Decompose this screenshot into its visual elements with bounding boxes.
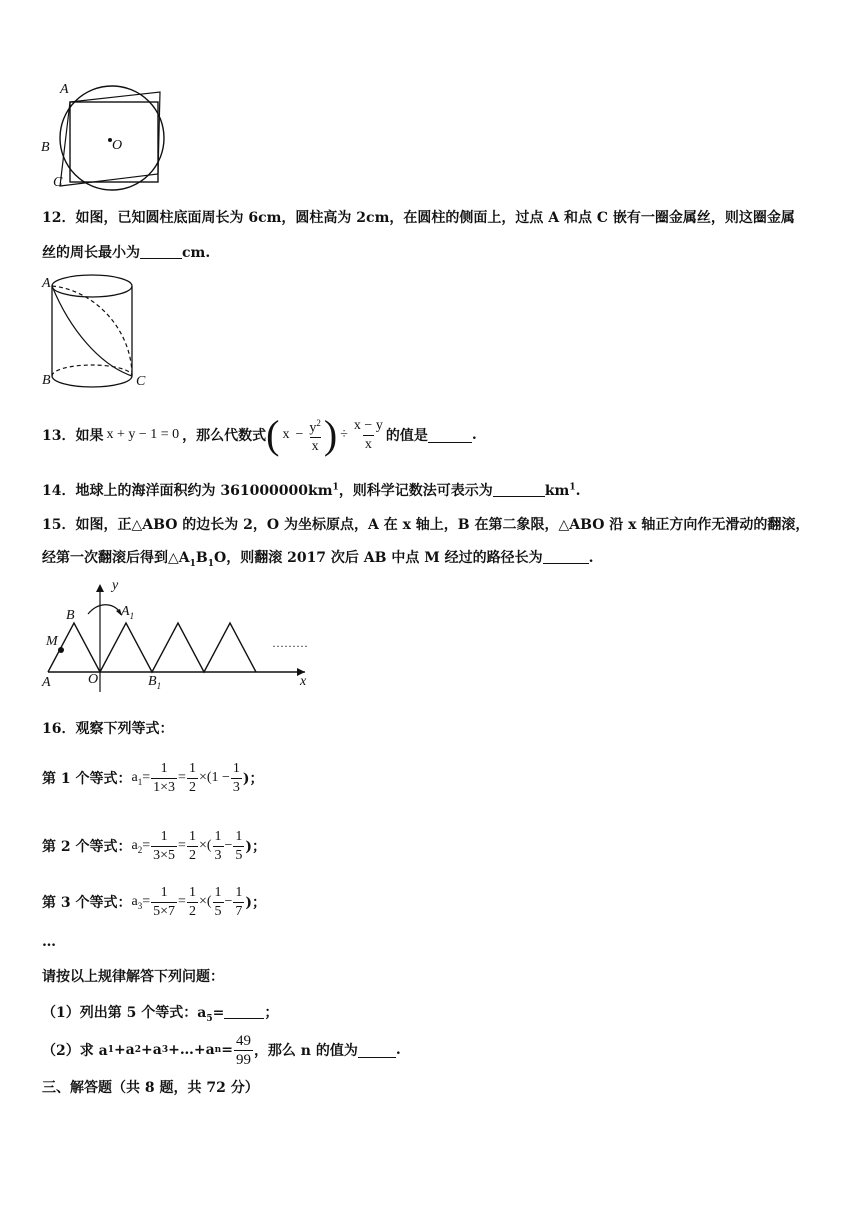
fig11-label-b: B	[41, 140, 50, 155]
q16-part2-frac-num: 49	[235, 1032, 251, 1049]
fig15-label-a1-sub: 1	[129, 610, 135, 621]
q16-part2-frac	[234, 1032, 253, 1069]
q16-part2-sub2: 2	[134, 1045, 142, 1055]
q16-eq1-frac1	[151, 760, 177, 797]
q16-prompt: 请按以上规律解答下列问题：	[42, 969, 224, 985]
q16-part2	[42, 1028, 401, 1072]
q16-eq3-eq: =	[178, 894, 186, 909]
q15-sub1: 1	[189, 558, 196, 569]
q12-line2	[42, 242, 210, 262]
q16-eq3-frac2-den: 2	[188, 903, 196, 919]
q16-eq2-mid: ×(	[198, 838, 212, 853]
q16-eq1-frac3	[231, 760, 242, 797]
q16-part1-blank[interactable]	[224, 1004, 264, 1019]
q16-eq3-mid: ×(	[198, 894, 212, 909]
q16-part2-text: （2）求 a	[42, 1043, 108, 1059]
fig15-label-x: x	[300, 674, 307, 689]
q13-frac2-num: x − y	[353, 417, 383, 433]
q12-line2-text: 丝的周长最小为	[42, 245, 140, 261]
section-3-heading: 三、解答题（共 8 题，共 72 分）	[42, 1080, 259, 1096]
q13-prefix: 13．如果	[42, 428, 104, 444]
q13-frac1-den: x	[311, 439, 319, 455]
q16-eq3-frac3-den: 5	[214, 903, 222, 919]
fig12-label-c: C	[136, 374, 146, 389]
q16-part1-end: ；	[264, 1005, 279, 1021]
q13-frac1	[307, 414, 323, 457]
q16-part1-text: （1）列出第 5 个等式：a	[42, 1005, 207, 1021]
q16-eq2	[42, 824, 266, 868]
q16-part2-mid: ，那么 n 的值为	[253, 1043, 358, 1059]
q16-eq2-frac3-num: 1	[214, 828, 222, 844]
q15-line2b: B	[195, 550, 208, 566]
q16-eq2-frac2	[187, 828, 198, 865]
q16-eq3-a: $a_3=$	[131, 893, 151, 911]
q16-eq2-frac4-num: 1	[235, 828, 243, 844]
fig15-label-b1-sub: 1	[156, 680, 162, 691]
q16-part2-plus2: +a	[141, 1042, 162, 1058]
q16-eq3-frac4	[233, 884, 244, 921]
q13-x: x	[282, 427, 290, 442]
q16-eq3-frac1	[151, 884, 177, 921]
q13-answer-blank[interactable]	[428, 428, 472, 443]
q16-eq2-frac1	[151, 828, 177, 865]
q13-suffix: 的值是	[385, 428, 428, 444]
q16-eq2-frac3	[213, 828, 224, 865]
q16-eq3-a-sub: 3	[137, 900, 143, 911]
fig15-label-a1-main: A	[121, 604, 130, 619]
q16-eq3-a-letter: a	[131, 893, 138, 909]
q12-unit: cm.	[182, 245, 211, 261]
q16-eq3-frac3-num: 1	[214, 884, 222, 900]
q16-eq2-frac2-den: 2	[188, 847, 196, 863]
q12-line1: 12．如图，已知圆柱底面周长为 6cm，圆柱高为 2cm，在圆柱的侧面上，过点 A 和点 C 嵌有一圈金属丝，则这圈金属	[42, 210, 795, 226]
fig12-label-b: B	[42, 373, 51, 388]
fig12-label-a: A	[42, 276, 51, 291]
q16-eq2-frac1-den: 3×5	[153, 847, 176, 863]
q16-eq1-label: 第 1 个等式：	[42, 771, 132, 787]
q14-line	[42, 480, 580, 500]
q16-eq2-label: 第 2 个等式：	[42, 839, 132, 855]
q16-eq1-frac2-num: 1	[188, 760, 196, 776]
q13-end: .	[471, 427, 477, 443]
q16-eq2-frac1-num: 1	[160, 828, 168, 844]
q16-eq1-frac3-den: 3	[232, 779, 240, 795]
q16-eq1-a: $a_1=$	[131, 769, 151, 787]
q16-part2-blank[interactable]	[358, 1043, 396, 1058]
q15-line2a: 经第一次翻滚后得到△A	[42, 550, 190, 566]
fig15-label-b1-main: B	[148, 674, 157, 689]
q16-eq1	[42, 756, 264, 800]
q16-eq2-frac3-den: 3	[214, 847, 222, 863]
q13-minus: −	[295, 427, 304, 442]
q14-end: .	[575, 483, 581, 499]
q15-line2c: O，则翻滚 2017 次后 AB 中点 M 经过的路径长为	[214, 550, 543, 566]
q16-eq3-frac1-num: 1	[160, 884, 168, 900]
q16-eq2-a-letter: a	[131, 837, 138, 853]
q16-eq2-minus: −	[224, 838, 233, 853]
fig11-label-o: O	[112, 138, 123, 153]
q16-eq2-a-sub: 2	[137, 844, 143, 855]
q16-eq3-frac4-den: 7	[235, 903, 243, 919]
q16-eq2-frac4-den: 5	[235, 847, 243, 863]
q13-frac2	[352, 417, 385, 454]
q16-part2-subn: n	[214, 1045, 222, 1055]
q16-eq3-label: 第 3 个等式：	[42, 895, 132, 911]
q16-eq1-mid: ×(1 −	[198, 770, 230, 785]
q13-y: y	[309, 420, 317, 436]
q14-text: 14．地球上的海洋面积约为 361000000km	[42, 483, 333, 499]
q16-eq1-a-letter: a	[131, 769, 138, 785]
fig15-label-b1	[148, 674, 161, 691]
q13-paren-close: )	[323, 412, 338, 457]
q13-div: ÷	[340, 427, 348, 442]
q16-eq1-frac1-den: 1×3	[153, 779, 176, 795]
q16-part2-sub1: 1	[107, 1045, 114, 1055]
q16-part2-plus1: +a	[113, 1042, 135, 1058]
q16-part2-sub3: 3	[161, 1045, 169, 1055]
q16-eq1-eq: =	[178, 770, 186, 785]
fig11-label-a: A	[60, 82, 69, 97]
q15-answer-blank[interactable]	[543, 549, 589, 564]
q16-eq3-frac2-num: 1	[188, 884, 196, 900]
q16-eq3-minus: −	[224, 894, 233, 909]
q16-eq1-frac3-num: 1	[232, 760, 240, 776]
fig15-label-a: A	[42, 675, 51, 690]
q13-mid: ，那么代数式	[182, 428, 267, 444]
q16-part1-eq: =	[212, 1005, 225, 1021]
fig15-label-a1	[121, 604, 134, 621]
q16-ellipsis: …	[42, 934, 56, 950]
q13-sq: 2	[316, 417, 321, 428]
q16-eq3-frac3	[213, 884, 224, 921]
q16-eq1-frac2	[187, 760, 198, 797]
q16-eq2-end: )；	[245, 839, 267, 855]
q15-line2	[42, 547, 594, 569]
q16-part1-sub: 5	[206, 1013, 213, 1024]
q15-end: .	[588, 550, 594, 566]
q15-sub2: 1	[207, 558, 215, 569]
fig15-dots: ………	[272, 636, 308, 650]
q14-mid: ，则科学记数法可表示为	[338, 483, 493, 499]
q16-part2-eq: =	[221, 1042, 233, 1058]
q16-eq3-frac2	[187, 884, 198, 921]
q16-title: 16．观察下列等式：	[42, 721, 174, 737]
q16-eq1-end: )；	[242, 771, 264, 787]
q16-part2-end: .	[395, 1042, 401, 1058]
q14-sup2: 1	[569, 482, 576, 493]
q16-part2-plus3: +…+a	[168, 1042, 215, 1058]
q16-eq2-frac4	[233, 828, 244, 865]
q16-eq2-a: $a_2=$	[131, 837, 151, 855]
q16-eq1-a-sub: 1	[137, 776, 143, 787]
q16-eq1-frac2-den: 2	[188, 779, 196, 795]
q16-eq3-frac1-den: 5×7	[153, 903, 176, 919]
fig15-label-b: B	[66, 608, 75, 623]
q15-line1: 15．如图，正△ABO 的边长为 2，O 为坐标原点，A 在 x 轴上，B 在第二象限，△ABO 沿 x 轴正方向作无滑动的翻滚，	[42, 517, 810, 533]
q14-unit: km	[544, 483, 570, 499]
q16-part2-frac-den: 99	[235, 1051, 251, 1068]
q16-part1	[42, 1002, 278, 1024]
fig15-label-y: y	[112, 578, 119, 593]
q16-eq1-frac1-num: 1	[160, 760, 168, 776]
q14-answer-blank[interactable]	[493, 482, 545, 497]
q13-frac2-den: x	[364, 436, 372, 452]
q14-sup1: 1	[332, 482, 339, 493]
q13-condition: x + y − 1 = 0	[106, 427, 180, 442]
fig15-label-m: M	[46, 634, 58, 649]
q16-eq3-frac4-num: 1	[235, 884, 243, 900]
q16-eq2-frac2-num: 1	[188, 828, 196, 844]
q12-answer-blank[interactable]	[140, 244, 182, 259]
q16-eq2-eq: =	[178, 838, 186, 853]
q16-eq3-end: )；	[245, 895, 267, 911]
q16-eq3	[42, 880, 266, 924]
fig11-label-c: C	[53, 175, 63, 190]
q13-line	[42, 412, 477, 458]
fig15-label-o: O	[88, 672, 99, 687]
q13-paren-open: (	[266, 412, 280, 457]
